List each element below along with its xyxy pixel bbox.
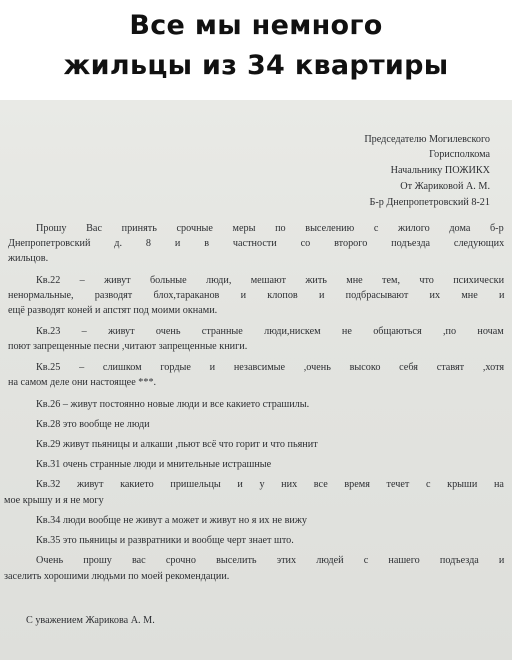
letter-line: Кв.29 живут пьяницы и алкаши ,пьют всё что горит и что пьянит [36,439,318,450]
letter-line: Кв.32 живут какието пришельцы и у них все время течет с крыши на [36,479,504,490]
meme-caption [0,0,512,100]
caption-line-1: Все мы немного [129,10,383,41]
letter-line: Кв.25 – слишком гордые и незавсимые ,очень высоко себя ставят ,хотя [36,362,505,373]
letter-line: Очень прошу вас срочно выселить этих людей с нашего подъезда и [36,555,505,566]
addressee-line: Председателю Могилевского [364,134,490,145]
letter-line: Днепропетровский д. 8 и в частности со второго подъезда следующих [8,238,505,249]
caption-line-2: жильцы из 34 квартиры [63,50,449,81]
letter-line: Кв.34 люди вообще не живут а может и живут но я их не вижу [36,515,307,526]
letter-line: Кв.28 это вообще не люди [36,419,150,430]
letter-line: Кв.22 – живут больные люди, мешают жить мне тем, что психически [36,275,505,286]
letter-line: Кв.35 это пьяницы и развратники и вообще черт знает што. [36,535,294,546]
letter-line: поют запрещенные песни ,читают запрещенные книги. [8,341,248,352]
letter-line: мое крышу и я не могу [4,495,104,506]
letter-line: на самом деле они настоящее ***. [8,377,157,388]
addressee-line: Горисполкома [429,149,490,160]
letter-line: Прошу Вас принять срочные меры по выселению с жилого дома б-р [36,223,504,234]
letter-line: Кв.26 – живут постоянно новые люди и все какието страшилы. [36,399,310,410]
addressee-line: Б-р Днепропетровский 8-21 [369,197,490,208]
signature-line: С уважением Жарикова А. М. [26,615,155,626]
letter-line: заселить хорошими людьми по моей рекомендации. [4,571,230,582]
letter-line: Кв.31 очень странные люди и мнительные истрашные [36,459,272,470]
letter-line: жильцов. [8,253,49,264]
letter-line: ненормальные, разводят блох,тараканов и клопов и подбрасывают их мне и [8,290,505,301]
addressee-line: Начальнику ПОЖИКХ [390,165,490,176]
addressee-line: От Жариковой А. М. [400,181,490,192]
letter-photo [0,100,512,660]
letter-line: Кв.23 – живут очень странные люди,нискем не общаються ,по ночам [36,326,504,337]
letter-line: ещё разводят коней и апстят под моими окнами. [8,305,218,316]
